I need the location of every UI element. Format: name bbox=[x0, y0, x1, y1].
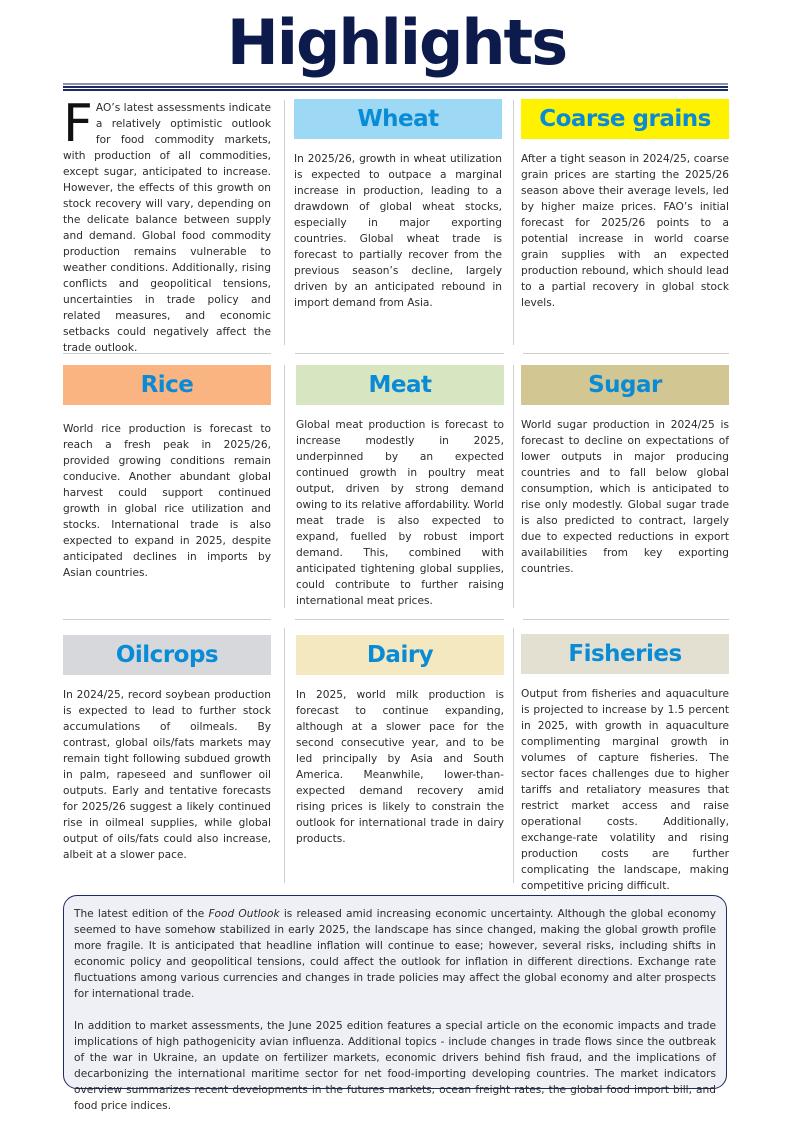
section-title: Wheat bbox=[357, 106, 439, 132]
section-oilcrops bbox=[63, 635, 271, 863]
column-divider bbox=[284, 628, 285, 883]
section-text: Global meat production is forecast to increase modestly in 2025, underpinned by an expected continued growth in poultry meat output, driven by strong demand owing to its relative affordability. World meat trade is also expected to expand, fuelled by robust import demand. This, combined with anticipated tightening global supplies, could contribute to further raising international meat prices. bbox=[296, 419, 504, 607]
section-heading bbox=[521, 99, 729, 139]
row-separator bbox=[63, 619, 271, 620]
section-heading bbox=[521, 365, 729, 405]
column-divider bbox=[284, 365, 285, 608]
summary-paragraph-2: In addition to market assessments, the June 2025 edition features a special article on the economic impacts and trade implications of high pathogenicity avian influenza. Additional topics - include changes in trade flows since the outbreak of the war in Ukraine, an update on fertilizer markets, economic drivers behind fish fraud, and the implications of decarbonizing the international maritime sector for net food-importing developing countries. The market indicators overview summarizes recent developments in the futures markets, ocean freight rates, the global food import bill, and food price indices. bbox=[74, 1020, 716, 1112]
section-title: Fisheries bbox=[568, 641, 682, 667]
row-separator bbox=[523, 353, 729, 354]
section-text: After a tight season in 2024/25, coarse grain prices are starting the 2025/26 season above their average levels, led by higher maize prices. FAO’s initial forecast for 2025/26 points to a potential increase in world coarse grain supplies with an expected production rebound, which should lead to a partial recovery in global stock levels. bbox=[521, 153, 729, 309]
publication-title: Food Outlook bbox=[208, 908, 280, 920]
section-sugar bbox=[521, 365, 729, 577]
summary-text: The latest edition of the bbox=[74, 908, 209, 920]
section-title: Sugar bbox=[588, 372, 662, 398]
section-text: In 2025, world milk production is forecast to continue expanding, although at a slower pace for the second consecutive year, and to be led principally by Asia and South America. Meanwhile, lower-than-expected demand recovery amid rising prices is likely to constrain the outlook for international trade in dairy products. bbox=[296, 689, 504, 845]
column-divider bbox=[513, 628, 514, 883]
title-rule-dark bbox=[63, 89, 728, 91]
section-rice bbox=[63, 365, 271, 581]
section-text: World rice production is forecast to reach a fresh peak in 2025/26, provided growing conditions remain conducive. Another abundant global harvest could support continued growth in global rice utilization and stocks. International trade is also expected to expand in 2025, despite anticipated declines in imports by Asian countries. bbox=[63, 423, 271, 579]
column-divider bbox=[513, 100, 514, 345]
section-title: Coarse grains bbox=[539, 106, 711, 132]
intro-text: AO’s latest assessments indicate a relatively optimistic outlook for food commodity markets, with production of all commodities, except sugar, anticipated to increase. However, the effects of this growth on stock recovery will vary, depending on the delicate balance between supply and demand. Global food commodity production remains vulnerable to weather conditions. Additionally, rising conflicts and geopolitical tensions, uncertainties in trade policy and related measures, and economic setbacks could negatively affect the trade outlook. bbox=[63, 102, 271, 354]
section-title: Meat bbox=[368, 372, 432, 398]
section-text: Output from fisheries and aquaculture is projected to increase by 1.5 percent in 2025, with growth in aquaculture complimenting marginal growth in volumes of capture fisheries. The sector faces challenges due to higher tariffs and retaliatory measures that restrict market access and raise operational costs. Additionally, exchange-rate volatility and rising production costs are further complicating the landscape, making competitive pricing difficult. bbox=[521, 688, 729, 892]
intro-paragraph bbox=[63, 94, 271, 356]
summary-text: is released amid increasing economic uncertainty. Although the global economy seemed to have somehow stabilized in early 2025, the landscape has since changed, making the global growth profile more fragile. It is anticipated that headline inflation will continue to ease; however, several risks, including shifts in economic policy and geopolitical tensions, could affect the outlook for inflation in different directions. Exchange rate fluctuations among various currencies and changes in trade policies may affect the global economy and alter prospects for international trade. bbox=[74, 908, 716, 1000]
section-heading bbox=[63, 365, 271, 405]
section-heading bbox=[63, 635, 271, 675]
section-title: Rice bbox=[140, 372, 194, 398]
summary-paragraph-1 bbox=[74, 906, 716, 1002]
column-divider bbox=[284, 100, 285, 345]
summary-box bbox=[63, 895, 727, 1112]
section-heading bbox=[296, 635, 504, 675]
column-divider bbox=[513, 365, 514, 608]
section-title: Dairy bbox=[366, 642, 434, 668]
section-meat bbox=[296, 365, 504, 609]
row-separator bbox=[523, 619, 729, 620]
section-heading bbox=[296, 365, 504, 405]
section-heading bbox=[294, 99, 502, 139]
section-text: World sugar production in 2024/25 is forecast to decline on expectations of lower outputs in major producing countries and to fall below global consumption, which is anticipated to rise only modestly. Global sugar trade is also predicted to contract, largely due to expected reductions in export availabilities from key exporting countries. bbox=[521, 419, 729, 575]
section-heading bbox=[521, 634, 729, 674]
section-text: In 2025/26, growth in wheat utilization is expected to outpace a marginal increase in production, leading to a drawdown of global wheat stocks, especially in major exporting countries. Global wheat trade is forecast to partially recover from the previous season’s decline, largely driven by an anticipated rebound in import demand from Asia. bbox=[294, 153, 502, 309]
section-coarse-grains bbox=[521, 99, 729, 311]
section-text: In 2024/25, record soybean production is expected to lead to further stock accumulations of oilmeals. By contrast, global oils/fats markets may remain tight following subdued growth in palm, rapeseed and sunflower oil outputs. Early and tentative forecasts for 2025/26 suggest a likely continued rise in oilmeal supplies, while global output of oils/fats could also increase, albeit at a slower pace. bbox=[63, 689, 271, 861]
title-rule-dark bbox=[63, 86, 728, 88]
row-separator bbox=[295, 619, 504, 620]
section-title: Oilcrops bbox=[115, 642, 219, 668]
section-fisheries bbox=[521, 634, 729, 894]
row-separator bbox=[295, 353, 504, 354]
section-wheat bbox=[294, 99, 502, 311]
drop-cap: F bbox=[63, 94, 93, 154]
section-dairy bbox=[296, 635, 504, 847]
page-title: Highlights bbox=[226, 6, 567, 79]
title-rule-light bbox=[63, 83, 728, 85]
